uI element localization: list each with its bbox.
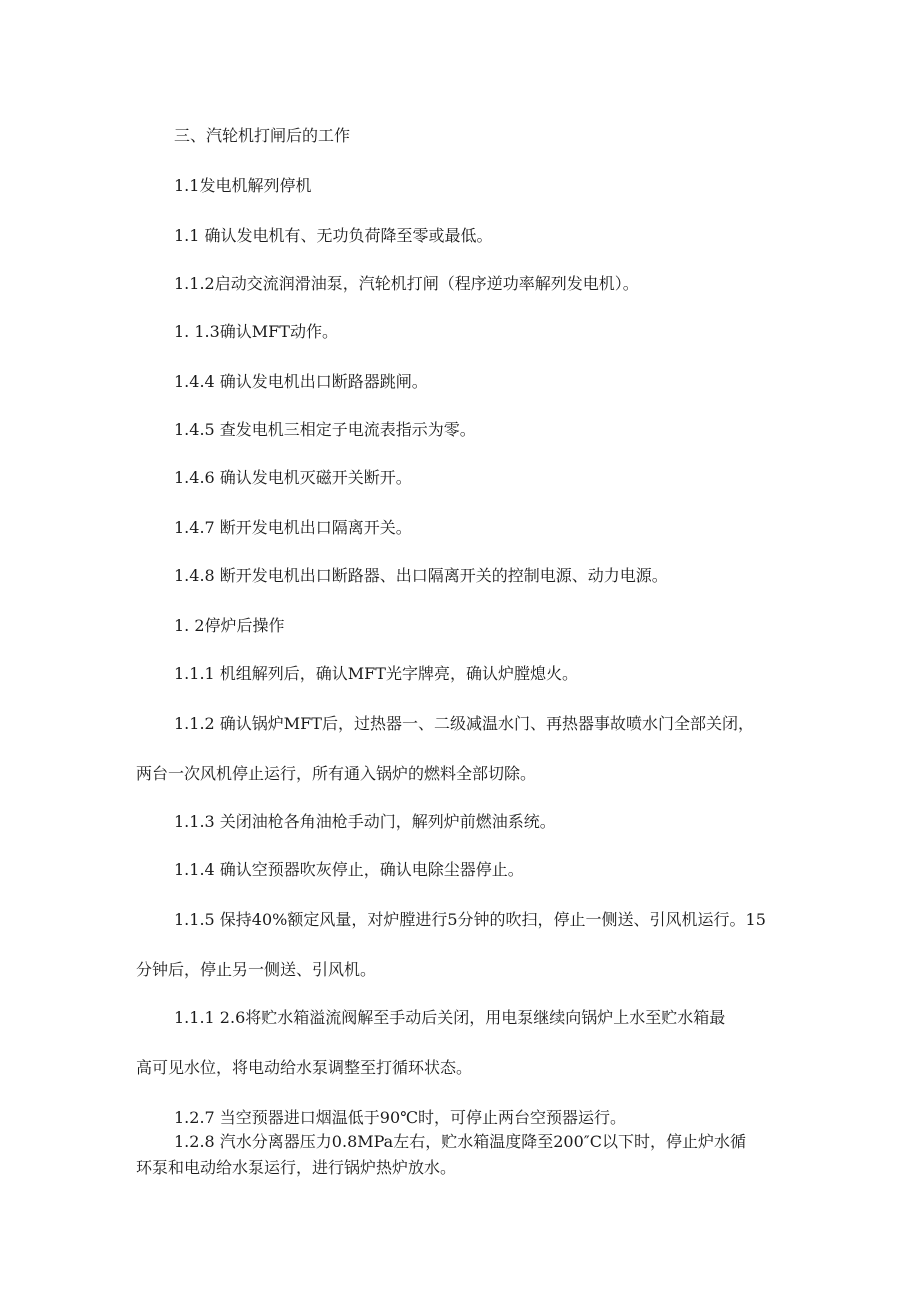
- paragraph: 1.4.5 查发电机三相定子电流表指示为零。: [174, 420, 476, 439]
- paragraph: 1.2.8 汽水分离器压力0.8MPa左右，贮水箱温度降至200″C以下时，停止炉水循: [174, 1132, 746, 1151]
- paragraph: 1.4.8 断开发电机出口断路器、出口隔离开关的控制电源、动力电源。: [174, 566, 668, 585]
- paragraph: 1.2.7 当空预器进口烟温低于90℃时，可停止两台空预器运行。: [174, 1108, 627, 1127]
- paragraph-continuation: 分钟后，停止另一侧送、引风机。: [136, 960, 377, 979]
- paragraph: 1.1.2启动交流润滑油泵，汽轮机打闸（程序逆功率解列发电机）。: [174, 274, 639, 293]
- paragraph: 1.4.6 确认发电机灭磁开关断开。: [174, 468, 412, 487]
- paragraph: 1.1.3 关闭油枪各角油枪手动门，解列炉前燃油系统。: [174, 812, 556, 831]
- paragraph-continuation: 高可见水位，将电动给水泵调整至打循环状态。: [136, 1058, 473, 1077]
- paragraph: 1.1 确认发电机有、无功负荷降至零或最低。: [174, 226, 493, 245]
- paragraph: 1.1.4 确认空预器吹灰停止，确认电除尘器停止。: [174, 860, 524, 879]
- subsection-heading: 1.1发电机解列停机: [174, 176, 312, 195]
- paragraph: 1.1.5 保持40%额定风量，对炉膛进行5分钟的吹扫，停止一侧送、引风机运行。15: [174, 910, 766, 929]
- paragraph-continuation: 环泵和电动给水泵运行，进行锅炉热炉放水。: [136, 1158, 457, 1177]
- paragraph: 1.4.7 断开发电机出口隔离开关。: [174, 518, 412, 537]
- paragraph: 1. 1.3确认MFT动作。: [174, 322, 338, 341]
- paragraph: 1.1.2 确认锅炉MFT后，过热器一、二级减温水门、再热器事故喷水门全部关闭，: [174, 714, 754, 733]
- paragraph: 1.4.4 确认发电机出口断路器跳闸。: [174, 372, 428, 391]
- paragraph: 1.1.1 2.6将贮水箱溢流阀解至手动后关闭，用电泵继续向锅炉上水至贮水箱最: [174, 1008, 726, 1027]
- section-heading: 三、汽轮机打闸后的工作: [174, 126, 351, 145]
- subsection-heading: 1. 2停炉后操作: [174, 616, 285, 635]
- paragraph: 1.1.1 机组解列后，确认MFT光字牌亮，确认炉膛熄火。: [174, 664, 578, 683]
- paragraph-continuation: 两台一次风机停止运行，所有通入锅炉的燃料全部切除。: [136, 764, 537, 783]
